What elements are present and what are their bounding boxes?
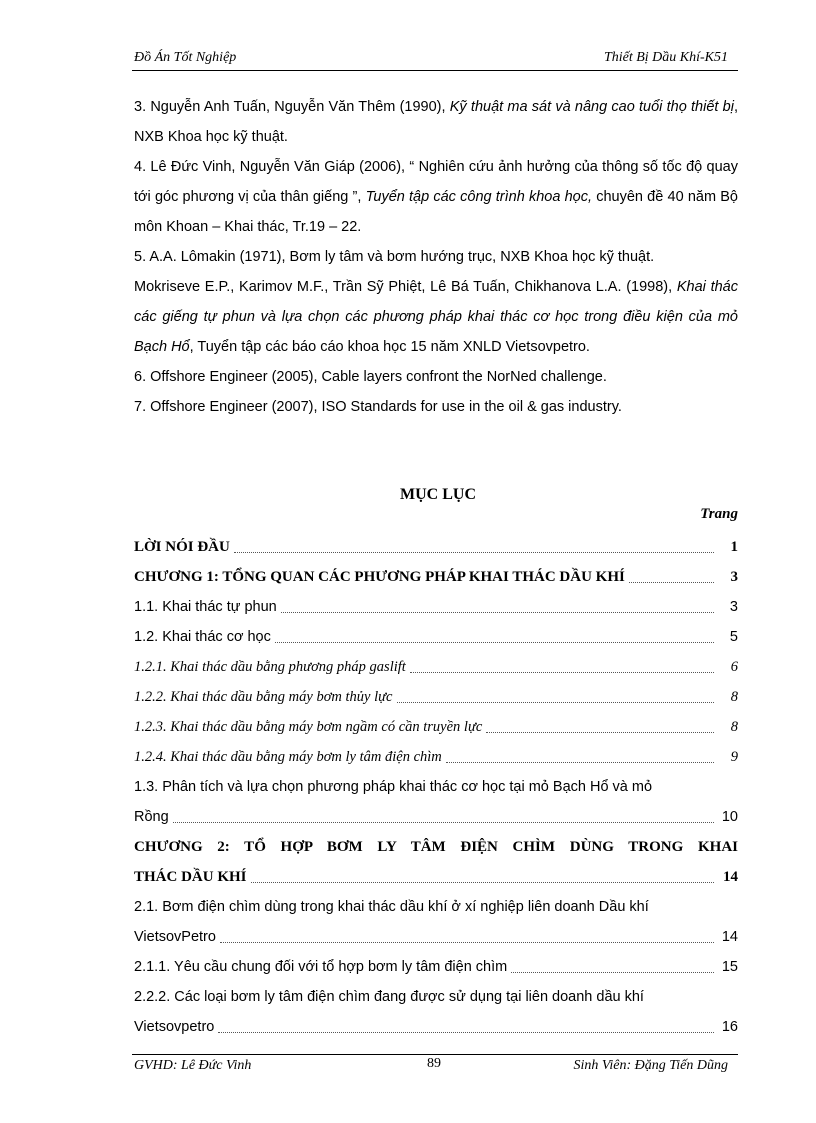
table-of-contents	[134, 532, 738, 1042]
toc-entry: 1.2.4. Khai thác dầu bằng máy bơm ly tâm điện chìm 9	[134, 749, 738, 765]
reference-5b: Mokriseve E.P., Karimov M.F., Trần Sỹ Phiệt, Lê Bá Tuấn, Chikhanova L.A. (1998), Khai thác các giếng tự phun và lựa chọn các phương pháp khai thác cơ học trong điều kiện của mỏ Bạch Hổ, Tuyển tập các báo cáo khoa học 15 năm XNLD Vietsovpetro.	[134, 279, 738, 355]
toc-entry: 1.2.1. Khai thác dầu bằng phương pháp gaslift 6	[134, 659, 738, 675]
footer-supervisor: GVHD: Lê Đức Vinh	[134, 1058, 252, 1073]
reference-3: 3. Nguyễn Anh Tuấn, Nguyễn Văn Thêm (1990), Kỹ thuật ma sát và nâng cao tuổi thọ thiết bị, NXB Khoa học kỹ thuật.	[134, 99, 738, 145]
toc-entry: Rồng 10	[134, 809, 738, 825]
toc-entry-line: 2.1. Bơm điện chìm dùng trong khai thác dầu khí ở xí nghiệp liên doanh Dầu khí	[134, 899, 649, 915]
references	[134, 92, 738, 422]
toc-title: MỤC LỤC	[400, 486, 476, 503]
toc-entry: 2.1.1. Yêu cầu chung đối với tổ hợp bơm ly tâm điện chìm 15	[134, 959, 738, 975]
header-rule	[132, 70, 738, 71]
footer-rule	[132, 1054, 738, 1055]
header-left: Đồ Án Tốt Nghiệp	[134, 50, 237, 65]
header-right: Thiết Bị Dầu Khí-K51	[603, 50, 728, 65]
footer-student: Sinh Viên: Đặng Tiến Dũng	[573, 1058, 728, 1073]
toc-entry: 1.2. Khai thác cơ học 5	[134, 629, 738, 645]
reference-6: 6. Offshore Engineer (2005), Cable layers confront the NorNed challenge.	[134, 369, 607, 385]
toc-entry: 1.1. Khai thác tự phun 3	[134, 599, 738, 615]
reference-4: 4. Lê Đức Vinh, Nguyễn Văn Giáp (2006), “ Nghiên cứu ảnh hưởng của thông số tốc độ quay tới góc phương vị của thân giếng ”, Tuyển tập các công trình khoa học, chuyên đề 40 năm Bộ môn Khoan – Khai thác, Tr.19 – 22.	[134, 159, 738, 235]
toc-entry: THÁC DẦU KHÍ 14	[134, 869, 738, 885]
toc-page-header: Trang	[700, 506, 738, 522]
page-number: 89	[427, 1056, 441, 1071]
reference-7: 7. Offshore Engineer (2007), ISO Standards for use in the oil & gas industry.	[134, 399, 622, 415]
toc-entry: VietsovPetro 14	[134, 929, 738, 945]
toc-entry-line: 2.2.2. Các loại bơm ly tâm điện chìm đang được sử dụng tại liên doanh dầu khí	[134, 989, 644, 1005]
toc-entry: 1.2.3. Khai thác dầu bằng máy bơm ngầm có cần truyền lực 8	[134, 719, 738, 735]
toc-entry: 1.2.2. Khai thác dầu bằng máy bơm thủy lực 8	[134, 689, 738, 705]
reference-5: 5. A.A. Lômakin (1971), Bơm ly tâm và bơm hướng trục, NXB Khoa học kỹ thuật.	[134, 249, 655, 265]
toc-entry: Vietsovpetro 16	[134, 1019, 738, 1035]
toc-entry-line: CHƯƠNG 2: TỔ HỢP BƠM LY TÂM ĐIỆN CHÌM DÙNG TRONG KHAI	[134, 839, 738, 855]
toc-entry: CHƯƠNG 1: TỔNG QUAN CÁC PHƯƠNG PHÁP KHAI THÁC DẦU KHÍ 3	[134, 569, 738, 585]
toc-entry: LỜI NÓI ĐẦU 1	[134, 539, 738, 555]
toc-entry-line: 1.3. Phân tích và lựa chọn phương pháp khai thác cơ học tại mỏ Bạch Hổ và mỏ	[134, 779, 653, 795]
